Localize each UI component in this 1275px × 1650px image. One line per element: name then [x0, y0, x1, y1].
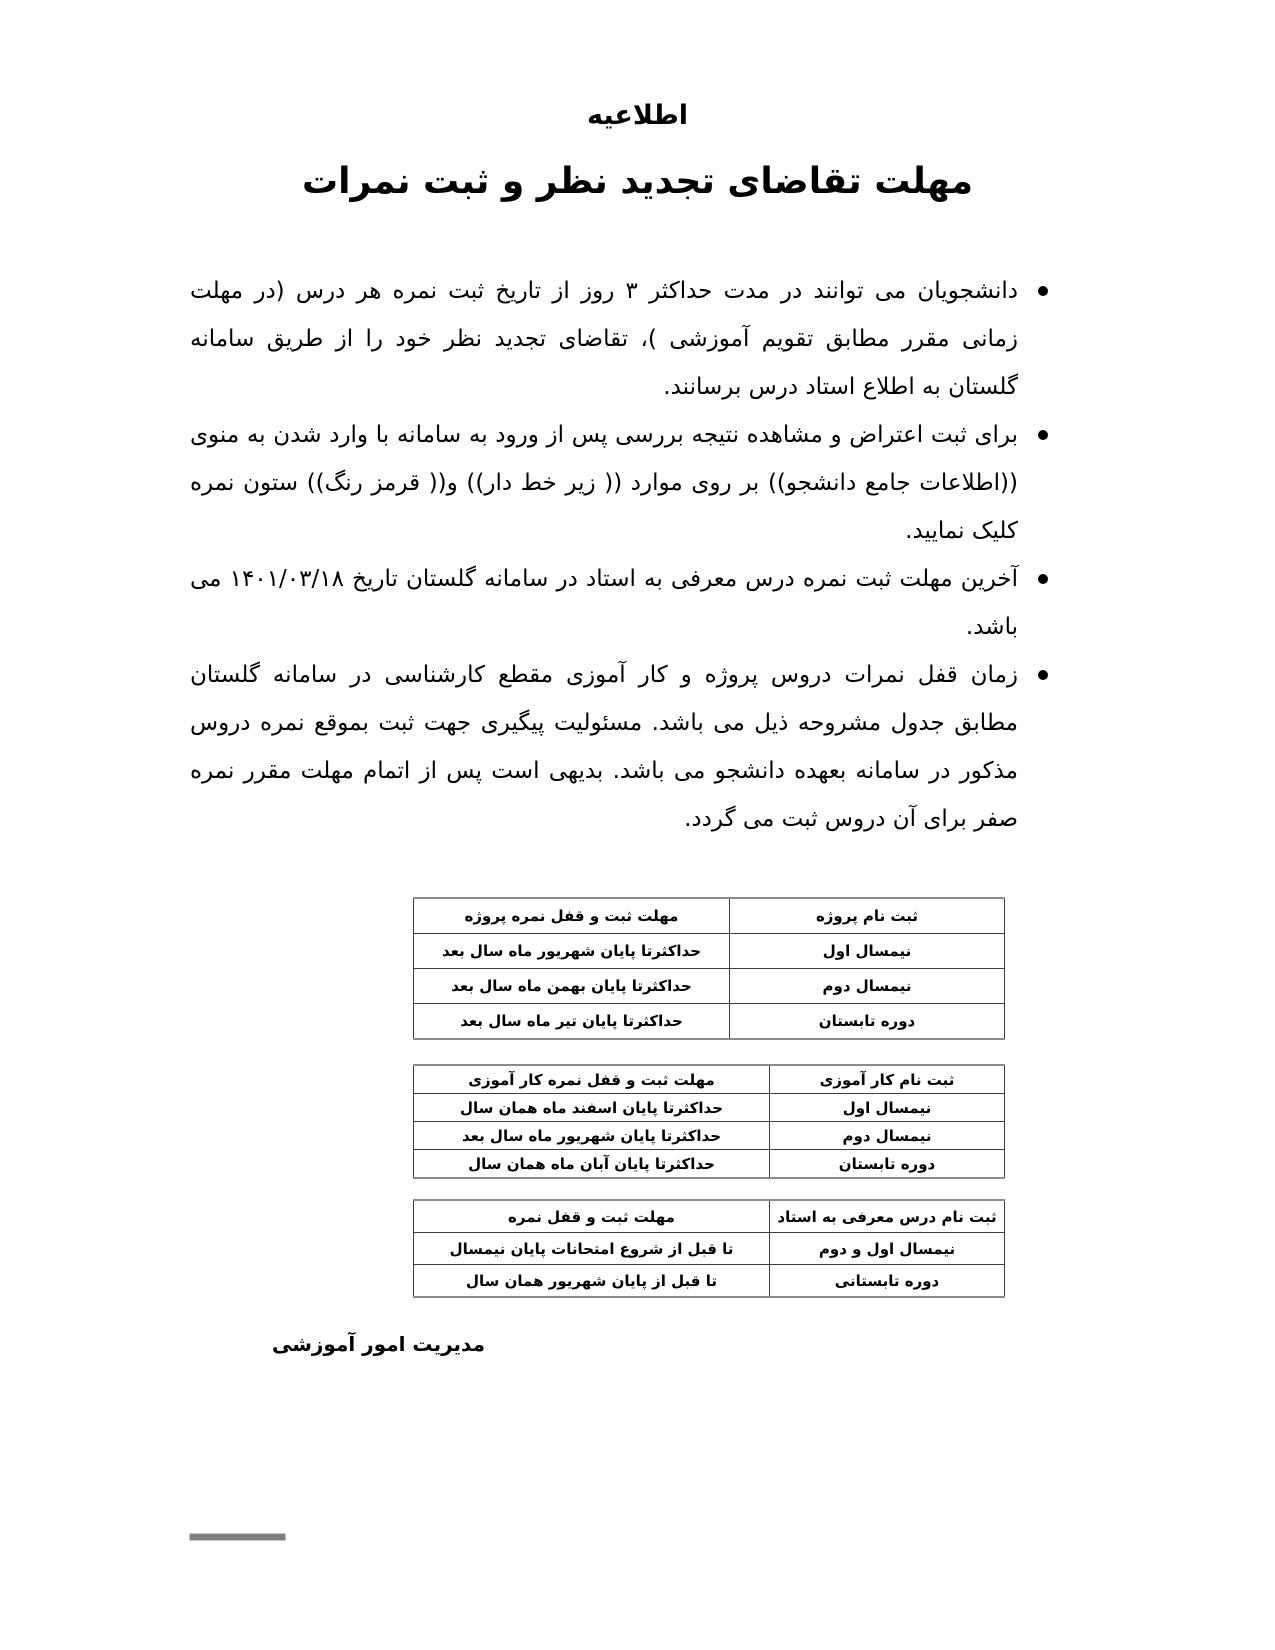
page-title: مهلت تقاضای تجدید نظر و ثبت نمرات [301, 161, 974, 202]
table-row [414, 1122, 1005, 1150]
table-row [414, 1004, 1005, 1040]
bullet-item [190, 555, 1050, 651]
table-row [414, 969, 1005, 1004]
table-row [414, 1094, 1005, 1122]
table-header-row [414, 1065, 1005, 1094]
table-cell: دوره تابستان [730, 1004, 1005, 1040]
table-cell: دوره تابستان [770, 1150, 1005, 1179]
announcement-kicker: اطلاعیه [586, 100, 689, 131]
signature: مدیریت امور آموزشی [272, 1332, 485, 1356]
table-cell: نیمسال دوم [730, 969, 1005, 1004]
bullet-dot-icon [1038, 430, 1048, 440]
instructor-intro-course-deadline-table [413, 1199, 1005, 1298]
table-cell: نیمسال اول [730, 934, 1005, 969]
table-cell: حداکثرتا پایان آبان ماه همان سال [414, 1150, 770, 1179]
table-header-cell: ثبت نام کار آموزی [770, 1065, 1005, 1094]
table-row [414, 1150, 1005, 1179]
table-cell: حداکثرتا پایان اسفند ماه همان سال [414, 1094, 770, 1122]
bullet-dot-icon [1038, 670, 1048, 680]
table-cell: حداکثرتا پایان شهریور ماه سال بعد [414, 934, 730, 969]
table-header-cell: مهلت ثبت و قفل نمره پروژه [414, 898, 730, 934]
table-cell: تا قبل از پایان شهریور همان سال [414, 1265, 770, 1298]
table-cell: حداکثرتا پایان شهریور ماه سال بعد [414, 1122, 770, 1150]
table-header-cell: ثبت نام پروژه [730, 898, 1005, 934]
table-row [414, 934, 1005, 969]
bullet-text: دانشجویان می توانند در مدت حداکثر ۳ روز از تاریخ ثبت نمره هر درس (در مهلت زمانی مقرر مطابق تقویم آموزشی )، تقاضای تجدید نظر خود را از طریق سامانه گلستان به اطلاع استاد درس برسانند. [190, 278, 1018, 400]
table-header-cell: مهلت ثبت و قفل نمره کار آموزی [414, 1065, 770, 1094]
bullet-dot-icon [1038, 286, 1048, 296]
bullet-item [190, 267, 1050, 411]
table-header-cell: مهلت ثبت و قفل نمره [414, 1200, 770, 1233]
table-cell: حداکثرتا پایان بهمن ماه سال بعد [414, 969, 730, 1004]
table-header-cell: ثبت نام درس معرفی به استاد [770, 1200, 1005, 1233]
table-cell: نیمسال اول [770, 1094, 1005, 1122]
table-row [414, 1233, 1005, 1265]
internship-grade-deadline-table [413, 1064, 1005, 1179]
table-cell: دوره تابستانی [770, 1265, 1005, 1298]
bullet-text: آخرین مهلت ثبت نمره درس معرفی به استاد در سامانه گلستان تاریخ ۱۴۰۱/۰۳/۱۸ می باشد. [190, 566, 1018, 640]
bullet-text: زمان قفل نمرات دروس پروژه و کار آموزی مقطع کارشناسی در سامانه گلستان مطابق جدول مشروحه ذیل می باشد. مسئولیت پیگیری جهت ثبت بموقع نمره دروس مذکور در سامانه بعهده دانشجو می باشد. بدیهی است پس از اتمام مهلت مقرر نمره صفر برای آن دروس ثبت می گردد. [190, 662, 1018, 832]
table-header-row [414, 898, 1005, 934]
table-cell: نیمسال اول و دوم [770, 1233, 1005, 1265]
project-grade-deadline-table [413, 897, 1005, 1040]
bullet-dot-icon [1038, 574, 1048, 584]
table-cell: نیمسال دوم [770, 1122, 1005, 1150]
table-cell: تا قبل از شروع امتحانات پایان نیمسال [414, 1233, 770, 1265]
table-cell: حداکثرتا پایان تیر ماه سال بعد [414, 1004, 730, 1040]
table-header-row [414, 1200, 1005, 1233]
bullet-text: برای ثبت اعتراض و مشاهده نتیجه بررسی پس از ورود به سامانه با وارد شدن به منوی ((اطلاعات جامع دانشجو)) بر روی موارد (( زیر خط دار)) و(( قرمز رنگ)) ستون نمره کلیک نمایید. [190, 422, 1018, 544]
table-row [414, 1265, 1005, 1298]
bullet-item [190, 651, 1050, 843]
footer-divider-bar [189, 1533, 286, 1541]
bullet-list [190, 267, 1050, 843]
bullet-item [190, 411, 1050, 555]
